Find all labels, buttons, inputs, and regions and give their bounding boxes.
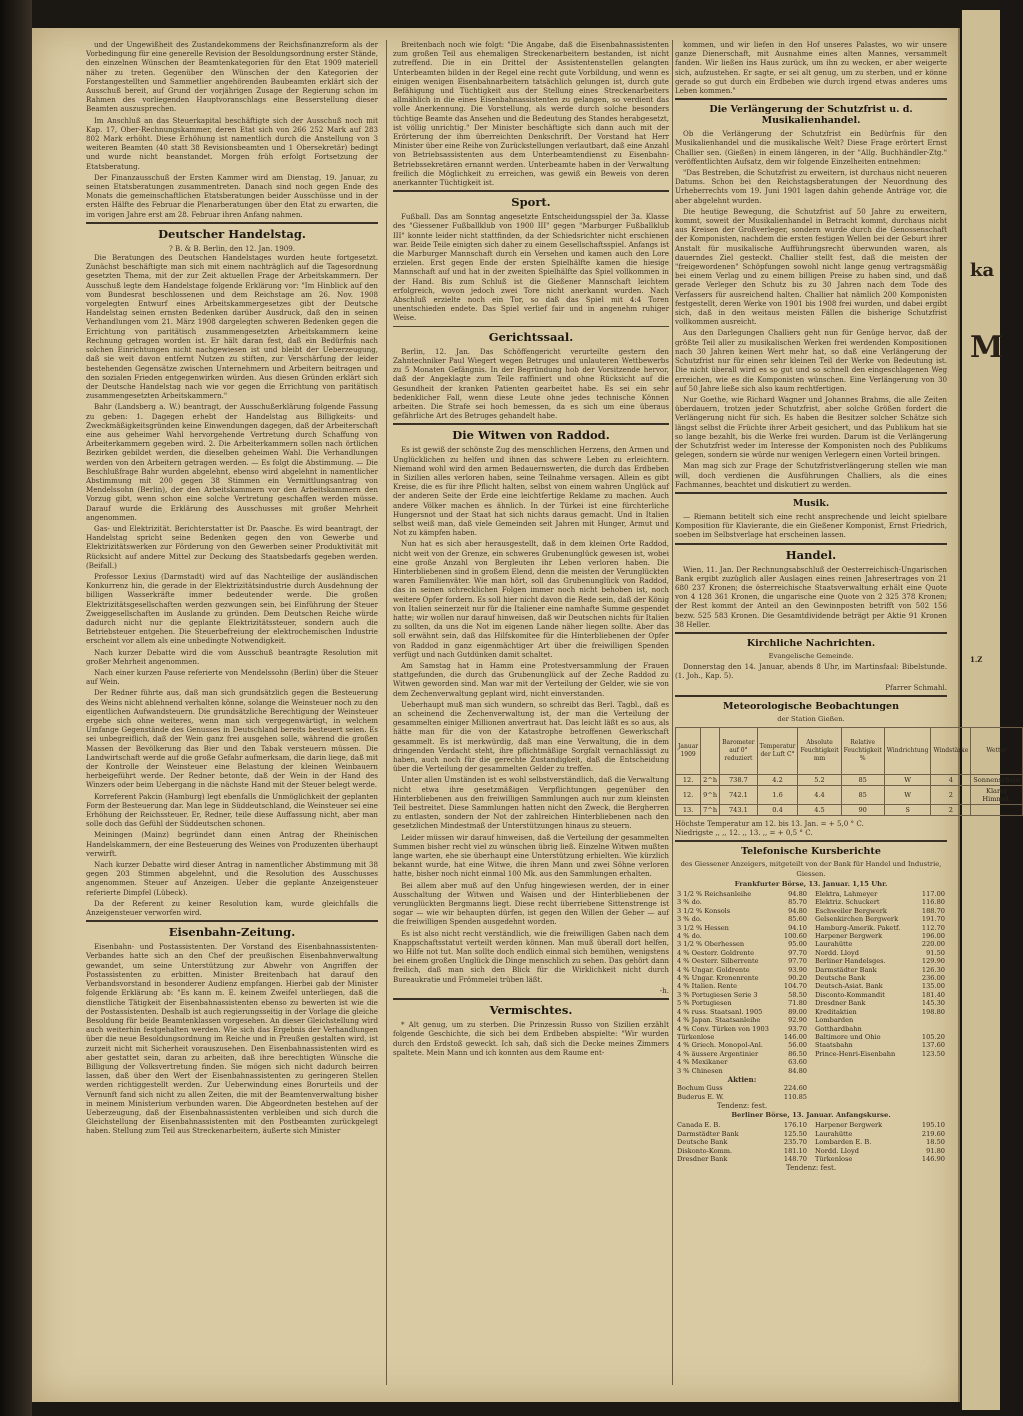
adjacent-page-text: M xyxy=(970,330,1004,365)
quote-value: 126.30 xyxy=(921,965,945,974)
headline-musik: Musik. xyxy=(792,497,830,509)
quote-name: Lombarden E. B. xyxy=(815,1138,872,1147)
quote-name: 3 1/2 % Oberhessen xyxy=(677,940,745,949)
article-text: Bahr (Landsberg a. W.) beantragt, der Ausschußerklärung folgende Fassung zu geben: 1. Dagegen erhebt der Handelstag aus Billigkeits- und Zweckmäßigkeitsgründen keine Einwendungen dagegen, daß der Arbeiterschaft eine aus geheimer Wahl hervorgehende Vertretung durch Schaffung von Arbeiterkammern gegeben wird. 2. Die Arbeiterkammern sollen nach örtlichen Bezirken gebildet werden, die dieselben geheimen Wahl. Die Verhandlungen werden von den Arbeitern getragen werden. — Es folgt die Abstimmung. — Die Beschlußfrage Bahr wurden abgelehnt, ebenso wird abgelehnt in namentlicher Abstimmung mit 200 gegen 38 Stimmen ein Vermittlungsantrag von Mendelssohn (Berlin), der den Arbeitskammern vor den Arbeitskammern den Vorzug gibt, wenn schon eine solche Vertretung geschaffen werden müsse. Darauf wurde die Erklärung des Ausschusses mit großer Mehrheit angenommen. xyxy=(86,402,378,522)
quote-row xyxy=(675,1041,809,1049)
quote-name: Deutsche Bank xyxy=(677,1138,728,1147)
quote-name: 4 % Oesterr. Silberrente xyxy=(677,957,759,966)
divider xyxy=(393,423,669,425)
quote-row xyxy=(675,1067,809,1075)
quote-value: 93.90 xyxy=(788,965,807,974)
article-text: Meiningen (Mainz) begründet dann einen Antrag der Rheinischen Handelskammern, der eine Besteuerung des Weines von Produzenten überhaupt verwirft. xyxy=(86,830,378,858)
quote-name: Harpener Bergwerk xyxy=(815,932,883,941)
weather-cell xyxy=(971,804,1023,815)
weather-cell: 4.2 xyxy=(757,774,798,785)
quote-value: 85.60 xyxy=(788,915,807,924)
weather-cell: 743.1 xyxy=(720,804,758,815)
weather-cell: Sonnenschein xyxy=(971,774,1023,785)
article-text: — Riemann betitelt sich eine recht ansprechende und leicht spielbare Komposition für Klavierante, die ein Gießener Komponist, Ernst Friedrich, soeben im Selbstverlage hat erscheinen lassen. xyxy=(675,511,947,540)
quote-row xyxy=(813,1050,947,1058)
quote-name: 3 1/2 % Reichsanleihe xyxy=(677,890,752,898)
quote-row xyxy=(675,991,809,999)
quote-value: 95.00 xyxy=(788,940,807,949)
article-text: Es ist gewiß der schönste Zug des menschlichen Herzens, den Armen und Unglücklichen zu helfen und ihnen das schwere Leben zu erleichtern. Niemand wohl wird den armen Bedauernswerten, die durch das Erdbeben in Sizilien alles verloren haben, seine Teilnahme versagen. Allein es gibt Kreise, die es für ihre Pflicht halten, selbst von einem wahren Unglück auf der anderen Seite der Erde eine leichtfertige Reklame zu machen. Auch andere Völker machen es ähnlich. In der Türkei ist eine fürchterliche Hungersnot und der Staat hat sich nichts daraus gemacht. Und in Italien selbst weiß man, daß viele Gemeinden seit Jahren mit Hunger, Armut und Not zu kämpfen haben. xyxy=(393,445,669,538)
quote-row xyxy=(675,940,809,948)
weather-table-header xyxy=(676,727,1023,774)
quote-name: Buderus E. W. xyxy=(677,1092,724,1101)
quote-name: 3 % do. xyxy=(677,915,702,924)
article-text: Nun hat es sich aber herausgestellt, daß in dem kleinen Orte Raddod, nicht weit von der Grenze, ein schweres Grubenunglück gewesen ist, wobei eine große Anzahl von Bergleuten ihr Leben verloren haben. Die Hinterbliebenen sind in großem Elend, denn die meisten der Verunglückten waren Familienväter. Wie man hört, soll das Grubenunglück von Raddod, das in seinen schrecklichen Folgen immer noch nicht behoben ist, noch weitere Opfer fordern. Es soll hier nicht davon die Rede sein, daß der König von Italien seinerzeit nur für die Italiener eine namhafte Summe gespendet hatte; wir wollen nur darauf hinweisen, daß wir Deutschen nichts für Italien zu sollten, da uns die Not im eigenen Lande näher liegen sollte. Aber das soll erwähnt sein, daß das Hilfskomitee für die Hinterbliebenen der Opfer von Raddod in ganz eigenmächtiger Art über die freiwilligen Spenden verfügt und nach Gutdünken damit schaltet. xyxy=(393,539,669,659)
quote-row xyxy=(675,974,809,982)
weather-row xyxy=(676,804,1023,815)
quote-row xyxy=(813,1138,947,1146)
column-rule xyxy=(672,40,673,1385)
weather-cell: 7^h xyxy=(701,804,720,815)
quote-name: Disconto-Kommandit xyxy=(815,990,885,999)
quote-name: Darmstädter Bank xyxy=(677,1129,739,1138)
divider xyxy=(86,222,378,224)
headline-handelstag: Deutscher Handelstag. xyxy=(158,226,306,241)
quote-name: Nordd. Lloyd xyxy=(815,1146,859,1155)
weather-cell: 4 xyxy=(931,774,971,785)
quote-name: Türkenlose xyxy=(677,1032,715,1041)
weather-min: Niedrigste ,, ,, 12. ,, 13. ,, = + 0,5 ° C. xyxy=(675,828,813,838)
quote-row xyxy=(813,907,947,915)
quote-row xyxy=(813,898,947,906)
column-rule xyxy=(386,40,387,1385)
weather-max: Höchste Temperatur am 12. bis 13. Jan. = + 5,0 ° C. xyxy=(675,818,864,828)
quote-value: 181.40 xyxy=(921,990,945,999)
quote-name: Darmstädter Bank xyxy=(815,965,877,974)
quote-row xyxy=(813,957,947,965)
headline-gerichtssaal: Gerichtssaal. xyxy=(488,329,574,344)
quote-value: 90.20 xyxy=(788,974,807,983)
quote-name: Deutsche Bank xyxy=(815,974,866,983)
quote-value: 112.70 xyxy=(921,923,945,932)
quote-value: 94.10 xyxy=(788,923,807,932)
quote-value: 220.00 xyxy=(921,940,945,949)
quote-value: 129.90 xyxy=(921,957,945,966)
quote-row xyxy=(813,924,947,932)
article-text: Ueberhaupt muß man sich wundern, so schreibt das Berl. Tagbl., daß es an scheinend die Zechenverwaltung ist, der man die Verteilung der gesammelten einiger Millionen anvertraut hat. Das leicht läßt es so aus, als hätte man für die von der Katastrophe betroffenen Gewerkschaft gesammelt. Es ist merkwürdig, daß man eine Verwaltung, die in dem dringenden Verdacht steht, ihre pflichtmäßige Sorgfalt vernachlässigt zu haben, auch noch für die gerechte Zustandigkeit, daß die Entscheidung über die Verteilung der gesammelten Gelder zu treffen. xyxy=(393,699,669,774)
article-text: Der Finanzausschuß der Ersten Kammer wird am Dienstag, 19. Januar, zu seinen Etatsberatungen zusammentreten. Danach sind noch gegen Ende des Monats die gemeinschaftlichen Etatsberatungen beider Ausschüsse und in der ersten Hälfte des Februar die Plenarberatungen über den Etat zu erwarten, die im vorigen Jahre erst am 28. Februar ihren Anfang nahmen. xyxy=(86,172,378,219)
quote-value: 181.10 xyxy=(783,1146,807,1155)
weather-cell: 2 xyxy=(931,804,971,815)
quote-name: Elektriz. Schuckert xyxy=(815,898,880,907)
quote-name: Berliner Handelsges. xyxy=(815,957,886,966)
tendency: Tendenz: fest. xyxy=(716,1100,768,1110)
exchange-heading: Berliner Börse, 13. Januar. Anfangskurse. xyxy=(731,1111,891,1120)
article-text: Breitenbach noch wie folgt: "Die Angabe, daß die Eisenbahnassistenten zum großen Teil aus ehemaligen Streckenarbeitern bestanden, ist nicht zutreffend. Die in ein Drittel der Assistentenstellen gelangten Unterbeamten bilden in der Regel eine recht gute Vorbildung, und wenn es einigen wenigen Eisenbahnarbeitern tatsächlich gelungen ist, durch gute Befähigung und Tüchtigkeit aus der Stellung eines Streckenarbeiters allmählich in die eines Eisenbahnassistenten zu gelangen, so verdient das volle Anerkennung. Die Vorstellung, als werde durch solche besonders tüchtige Beamte das Ansehen und die Bedeutung des Standes herabgesetzt, ist völlig unrichtig." Der Minister beschäftigte sich dann auch mit der Erörterung der ihm überreichten Denkschrift. Der Vorstand hat Herr Minister über eine Reihe von Zurückstellungen verlautbart, daß eine Anzahl von Betriebsassistenten aus dem Unterbeamtendienst zu Eisenbahn-Betriebssekretären ernannt werden. Unterbeamte haben in der Verwaltung freilich die Möglichkeit zu erreichen, was gewiß ein Beweis von deren anerkannter Tüchtigkeit ist. xyxy=(393,40,669,188)
aktien-heading: Aktien: xyxy=(727,1074,757,1084)
quote-row xyxy=(813,966,947,974)
quote-name: Staatsbahn xyxy=(815,1041,853,1050)
weather-cell: 9^h xyxy=(701,785,720,804)
quote-name: 4 % Conv. Türken von 1903 xyxy=(677,1024,769,1033)
quote-row xyxy=(675,1138,809,1146)
quote-value: 135.00 xyxy=(921,982,945,991)
quote-value: 105.20 xyxy=(921,1032,945,1041)
quote-row xyxy=(675,1093,809,1101)
exchange-heading: Frankfurter Börse, 13. Januar. 1,15 Uhr. xyxy=(734,879,888,888)
quote-value: 84.80 xyxy=(788,1066,807,1075)
quote-value: 93.70 xyxy=(788,1024,807,1033)
headline-handel: Handel. xyxy=(785,547,837,562)
quote-row xyxy=(813,932,947,940)
weather-cell: 738.7 xyxy=(720,774,758,785)
subheading: Evangelische Gemeinde. xyxy=(768,651,854,660)
article-text: Bei allem aber muß auf den Unfug hingewiesen werden, der in einer Ausschaltung der Witwen und Waisen und der Hinterbliebenen der verunglückten Bergmanns liegt. Diese recht überriebene Sittenstrenge ist sogar — wie wir behaupten dürfen, ist gegen den Willen der Geber — auf die freiwilligen Spenden ausgedehnt worden. xyxy=(393,880,669,927)
quote-row xyxy=(813,1033,947,1041)
weather-row xyxy=(676,774,1023,785)
quote-row xyxy=(675,1033,809,1041)
article-text: kommen, und wir liefen in den Hof unseres Palastes, wo wir unsere ganze Dienerschaft, mit Ausnahme eines alten Mannes, versammelt fanden. Wir ließen ins Haus zurück, um ihn zu wecken, er aber weigerte sich, aufzustehen. Er sagte, er sei alt genug, um zu sterben, und er könne gerade so gut durch ein Erdbeben wie durch irgend etwas anderes ums Leben kommen." xyxy=(675,40,947,96)
quote-name: 4 % Ungar. Goldrente xyxy=(677,965,750,974)
article-text: und der Ungewißheit des Zustandekommens der Reichsfinanzreform als der Vorbedingung für eine generelle Revision der Besoldungsordnung erster Stände, den einzelnen Wünschen der Beamtenkategorien für den Etat 1909 materiell näher zu treten. Gegenüber den Wünschen der den Kategorien der Forstangestellten und Sammetlier angehörenden Baubeamten erklärt sich der Ausschuß bereit, auf Grund der vorjährigen Zusage der Regierung schon im Rahmen des vorliegenden Hauptvoranschlags eine Besserstellung dieser Beamten auszusprechen. xyxy=(86,40,378,114)
quote-table xyxy=(675,1084,809,1101)
quote-row xyxy=(675,1050,809,1058)
quote-value: 195.10 xyxy=(921,1121,945,1130)
article-text: Ob die Verlängerung der Schutzfrist ein Bedürfnis für den Musikalienhandel und die musikalische Welt? Diese Frage erörtert Ernst Challier sen. (Gießen) in einem längeren, in der "Allg. Buchhändler-Ztg." veröffentlichten Aufsatz, dem wir folgende Einzelheiten entnehmen: xyxy=(675,129,947,166)
dateline: ? B. & B. Berlin, den 12. Jan. 1909. xyxy=(168,243,296,253)
weather-column-header: Barometer auf 0° reduziert xyxy=(720,727,758,774)
headline-vermischtes: Vermischtes. xyxy=(489,1003,573,1018)
quote-row xyxy=(675,949,809,957)
article-text: Es ist also nicht recht verständlich, wie die freiwilligen Gaben nach dem Knappschaftsstatut verteilt werden können. Man muß überall dort helfen, wo Hilfe not tut. Man sollte doch endlich einmal sich bemühen, wenigstens bei einem großen Unglück die Dinge menschlich zu sehen. Das gehört dann freilich, daß man sich den Blick für die Wirklichkeit nicht durch Bureaukratie und Frömmelei trüben läßt. xyxy=(393,928,669,984)
quote-value: 97.70 xyxy=(788,948,807,957)
weather-cell: 12. xyxy=(676,785,701,804)
article-text: Der Redner führte aus, daß man sich grundsätzlich gegen die Besteuerung des Weins nicht ablehnend verhalten könne, solange die Weinsteuer noch zu den eigentlichen Aufwandsteuern. Die grundsätzliche Berechtigung der Weinsteuer ergebe sich ohne weiteres, wenn man sich vergegenwärtigt, in welchem Umfange Gegenstände des Genusses in Deutschland bereits besteuert seien. Es sei unbegreiflich, daß der Wein ganz frei ausgehen solle, während die großen Massen der Bevölkerung das Bier und den Tabak versteuern müssen. Die Landwirtschaft werde auf die große Gefahr aufmerksam, die darin liege, daß mit der Kontrolle der Weinsteuer eine Belastung der kleinen Weinbauern herbeigeführt werde. Der Redner betonte, daß der Wein in der Hand des Winzers oder beim Uebergang in die nächste Hand mit der Steuer belegt werde. xyxy=(86,688,378,790)
article-text: Am Samstag hat in Hamm eine Protestversammlung der Frauen stattgefunden, die durch das Grubenunglück auf der Zeche Raddod zu Witwen geworden sind. Man war mit der Verteilung der Gelder, wie sie von dem Zechenverwaltung geplant wird, nicht einverstanden. xyxy=(393,660,669,698)
quote-row xyxy=(813,915,947,923)
quote-value: 145.30 xyxy=(921,999,945,1008)
quote-row xyxy=(813,1025,947,1033)
quote-name: Gelsenkirchen Bergwerk xyxy=(815,915,899,924)
quote-row xyxy=(813,991,947,999)
quote-row xyxy=(813,982,947,990)
article-text: Aus den Darlegungen Challiers geht nun für Genüge hervor, daß der größte Teil aller zu musikalischen Werken frei werdenden Kompositionen nach 30 Jahren keinen Wert mehr hat, so daß eine Verlängerung der Schutzfrist nur für einen sehr kleinen Teil der Werke von Bedeutung ist. Die nicht überall wird es so gut und so schnell den eingeschlagenen Weg erreichen, wie es die Komponisten wünschen. Eine Verlängerung von 30 auf 50 Jahre ließe sich also kaum rechtfertigen. xyxy=(675,328,947,393)
weather-column-header: Windrichtung xyxy=(884,727,931,774)
quote-value: 219.60 xyxy=(921,1129,945,1138)
quote-name: Baltimore und Ohio xyxy=(815,1032,881,1041)
quote-value: 71.80 xyxy=(788,999,807,1008)
quote-value xyxy=(916,1016,947,1024)
quote-value: 63.60 xyxy=(788,1058,807,1067)
article-text: Leider müssen wir darauf hinweisen, daß die Verteilung der gesammelten Summen bisher recht viel zu wünschen übrig ließ. Einzelne Witwen mußten lange warten, ehe sie überhaupt eine Unterstützung erhielten. Wie kürzlich bekannt wurde, hat eine Witwe, die ihren Mann und zwei Söhne verloren hatte, bisher noch nicht einmal 100 Mk. aus den Sammlungen erhalten. xyxy=(393,832,669,879)
adjacent-page-edge xyxy=(962,10,1004,1410)
quote-value: 137.60 xyxy=(921,1041,945,1050)
weather-cell: 13. xyxy=(676,804,701,815)
quote-row xyxy=(675,1016,809,1024)
weather-table-body xyxy=(676,774,1023,815)
quote-name: Prince-Henri-Eisenbahn xyxy=(815,1049,896,1058)
quote-row xyxy=(813,949,947,957)
quote-value: 85.70 xyxy=(788,898,807,907)
quote-name: 3 % do. xyxy=(677,898,702,907)
article-text: Berlin, 12. Jan. Das Schöffengericht verurteilte gestern den Zahntechniker Paul Wiegert wegen Betruges und unlauteren Wettbewerbs zu 5 Monaten Gefängnis. In der Begründung hob der Vorsitzende hervor, daß der Angeklagte zum Teile raffiniert und ohne Rücksicht auf die Gesundheit der kranken Patienten gearbeitet habe. Es sei ein sehr bedenklicher Fall, wenn diese Leute ohne jedes technische Können arbeiten. Die Strafe sei hoch bemessen, da es sich um eine überaus gefährliche Art des Betruges gehandelt habe. xyxy=(393,346,669,421)
quote-name: 4 % Oesterr. Goldrente xyxy=(677,948,755,957)
quote-row xyxy=(675,907,809,915)
quote-row xyxy=(813,890,947,898)
quote-value: 58.50 xyxy=(788,990,807,999)
subheading: des Giessener Anzeigers, mitgeteilt von der Bank für Handel und Industrie, Giessen. xyxy=(680,860,942,878)
quote-name: 3 1/2 % Hessen xyxy=(677,923,729,932)
quote-value: 56.00 xyxy=(788,1041,807,1050)
quote-name: 4 % äussere Argentinier xyxy=(677,1049,759,1058)
quote-name: Nordd. Lloyd xyxy=(815,948,859,957)
article-text: Nach kurzer Debatte wird dieser Antrag in namentlicher Abstimmung mit 38 gegen 203 Stimmen abgelehnt, und die Resolution des Ausschusses angenommen. Steuer auf Anzeigen. Ueber die geplante Anzeigensteuer referierte Dimpfel (Lübeck). xyxy=(86,860,378,897)
weather-cell: 90 xyxy=(841,804,884,815)
quote-name: Dresdner Bank xyxy=(677,1154,728,1163)
weather-column-header xyxy=(701,727,720,774)
quote-row xyxy=(813,1041,947,1049)
headline-schutzfrist: Die Verlängerung der Schutzfrist u. d. Musikalienhandel. xyxy=(709,104,913,127)
quote-value: 146.00 xyxy=(783,1032,807,1041)
quote-row xyxy=(813,940,947,948)
article-signature: Pfarrer Schmahl. xyxy=(885,682,947,692)
quote-row xyxy=(675,1084,809,1092)
quote-name: 4 % Japan. Staatsanleihe xyxy=(677,1016,761,1025)
quote-value: 125.50 xyxy=(783,1129,807,1138)
weather-column-header: Wetter xyxy=(971,727,1023,774)
column-2 xyxy=(393,40,669,1385)
quote-row xyxy=(813,1121,947,1129)
quote-row xyxy=(813,1155,947,1163)
divider xyxy=(393,326,669,327)
quote-value: 91.50 xyxy=(926,948,945,957)
article-text: Nur Goethe, wie Richard Wagner und Johannes Brahms, die alle Zeiten überdauern, trotzen jeder Schutzfrist, aber solche Größen fordert die Verlängerung nicht für sich. Es haben die Besitzer solcher Schätze sich längst selbst die Früchte ihrer Arbeit gesichert, und das Publikum hat sie so lange bezahlt, bis die Werke frei wurden. Darum ist die Verlängerung der Schutzfrist weder im Interesse der Komponisten noch des Publikums gelegen, sondern sie würde nur wenigen Verlegern einen Vorteil bringen. xyxy=(675,394,947,460)
quote-table xyxy=(813,1121,947,1163)
quote-value: 94.80 xyxy=(788,890,807,898)
quote-value xyxy=(916,1025,947,1033)
quote-value: 94.80 xyxy=(788,906,807,915)
quote-row xyxy=(675,1121,809,1129)
quote-row xyxy=(675,1155,809,1163)
subheading: der Station Gießen. xyxy=(777,714,845,723)
divider xyxy=(675,840,947,842)
article-text: Gas- und Elektrizität. Berichterstatter ist Dr. Paasche. Es wird beantragt, der Handelstag spricht seine Bedenken gegen den von Gewerbe und Elektrizitätswerken zur Förderung von den Gewerben seiner Produktivität mit Rücksicht auf andere Mittel zur Deckung des Staatsbedarfs gegeben werden. (Beifall.) xyxy=(86,523,378,570)
quote-name: Gotthardbahn xyxy=(815,1024,862,1033)
quote-value: 97.70 xyxy=(788,957,807,966)
weather-column-header: Januar 1909 xyxy=(676,727,701,774)
quote-row xyxy=(675,1147,809,1155)
quote-row xyxy=(675,1008,809,1016)
quote-name: 4 % russ. Staatsanl. 1905 xyxy=(677,1007,763,1016)
quote-value: 236.00 xyxy=(921,974,945,983)
quote-name: Elektra, Lahmeyer xyxy=(815,890,878,898)
weather-cell: 2 xyxy=(931,785,971,804)
quote-name: 3 % Chinesen xyxy=(677,1066,723,1075)
quote-value: 235.70 xyxy=(783,1138,807,1147)
quote-name: Canada E. B. xyxy=(677,1121,721,1130)
quote-row xyxy=(813,1147,947,1155)
quote-row xyxy=(813,1130,947,1138)
headline-meteorologie: Meteorologische Beobachtungen xyxy=(723,700,899,712)
weather-column-header: Absolute Feuchtigkeit mm xyxy=(798,727,841,774)
divider xyxy=(393,190,669,192)
quote-row xyxy=(675,1025,809,1033)
divider xyxy=(393,998,669,1000)
headline-kirchliche-nachrichten: Kirchliche Nachrichten. xyxy=(746,637,876,649)
adjacent-page-text: 1.Z xyxy=(970,655,983,664)
adjacent-page-text: ka xyxy=(970,260,995,281)
quote-row xyxy=(813,974,947,982)
quote-name: Deutsch-Asiat. Bank xyxy=(815,982,883,991)
weather-cell: 2^h xyxy=(701,774,720,785)
weather-cell: 4.5 xyxy=(798,804,841,815)
quote-value: 176.10 xyxy=(783,1121,807,1130)
quote-name: Kreditaktien xyxy=(815,1007,857,1016)
quote-row xyxy=(675,890,809,898)
quote-value: 117.00 xyxy=(921,890,945,898)
article-text: Korreferent Pakcin (Hamburg) legt ebenfalls die Unmöglichkeit der geplanten Form der Besteuerung dar. Man lege in Süddeutschland, die Weinsteuer sei eine Erhöhung der Reichssteuer. Er, Redner, teile diese Auffassung nicht, aber man solle doch das Gefühl der Süddeutschen schonen. xyxy=(86,791,378,829)
quote-value: 146.90 xyxy=(921,1154,945,1163)
quote-name: 3 % Portugiesen Serie 3 xyxy=(677,990,758,999)
headline-witwen: Die Witwen von Raddod. xyxy=(452,428,610,443)
article-text: Man mag sich zur Frage der Schutzfristverlängerung stellen wie man will, doch verdienen die Ausführungen Challiers, als die eines Fachmannes, beachtet und diskutiert zu werden. xyxy=(675,461,947,489)
quote-name: Türkenlose xyxy=(815,1154,853,1163)
weather-cell: 1.6 xyxy=(757,785,798,804)
article-text: "Das Bestreben, die Schutzfrist zu erweitern, ist durchaus nicht neueren Datums. Schon bei den Reichstagsberatungen der Neuordnung des Urheberrechts vom 19. Juni 1901 lagen dahin gehende Anträge vor, die aber abgelehnt wurden. xyxy=(675,168,947,205)
quote-value: 100.60 xyxy=(783,932,807,941)
column-1 xyxy=(86,40,378,1390)
article-text: Unter allen Umständen ist es wohl selbstverständlich, daß die Verwaltung nicht etwa ihre gesetzmäßigen Verpflichtungen gegenüber den Hinterbliebenen aus den freiwilligen Sammlungen auch nur zum kleinsten Teil bestreitet. Diese Sammlungen hatten nicht den Zweck, die Bergherren zu entlasten, sondern der Not der zahlreichen Hinterbliebenen nach den gesetzlichen Mindestmaß der Unterstützungen hinaus zu steuern. xyxy=(393,775,669,831)
quote-name: Harpener Bergwerk xyxy=(815,1121,883,1130)
quote-value: 123.50 xyxy=(921,1049,945,1058)
book-binding xyxy=(0,0,32,1416)
divider xyxy=(675,492,947,494)
quote-row xyxy=(675,915,809,923)
weather-cell: W xyxy=(884,785,931,804)
quote-row xyxy=(675,957,809,965)
quote-name: Lombarden xyxy=(815,1016,854,1025)
weather-cell: Klarer Himmel. xyxy=(971,785,1023,804)
quote-name: Laurahütte xyxy=(815,1129,853,1138)
article-text: Professor Lexius (Darmstadt) wird auf das Nachteilige der ausländischen Konkurrenz hin, die gerade in der Elektrizitätsindustrie durch Ausdehnung der billigen Wasserkräfte immer bedeutender werde. Die großen Elektrizitätsgesellschaften werden gezwungen sein, bei Einführung der Steuer Zweiggesellschaften im Auslande zu gründen. Dem Deutschen Reiche würde dadurch nicht nur die geplante Elektrizitätssteuer, sondern auch die Betriebsteuer entgehen. Die Steuerbefreiung der elektrochemischen Industrie erscheint vor allem als eine unbedingte Notwendigkeit. xyxy=(86,571,378,646)
quote-value: 91.80 xyxy=(926,1146,945,1155)
quote-name: Dresdner Bank xyxy=(815,999,866,1008)
weather-column-header: Relative Feuchtigkeit % xyxy=(841,727,884,774)
quote-row xyxy=(675,898,809,906)
quote-value: 18.50 xyxy=(926,1138,945,1147)
weather-cell: W xyxy=(884,774,931,785)
weather-row xyxy=(676,785,1023,804)
quote-name: Eschweiler Bergwerk xyxy=(815,906,887,915)
quote-row xyxy=(813,999,947,1007)
article-text: Im Anschluß an das Steuerkapital beschäftigte sich der Ausschuß noch mit Kap. 17, Ober-Rechnungskammer, deren Etat sich von 266 252 Mark auf 283 802 Mark erhöht. Diese Erhöhung ist namentlich durch die Anstellung von 3 weiteren Beamten (40 statt 38 Revisionsbeamten und 1 Obersekretär) bedingt und wurde nicht beanstandet. Morgen früh erfolgt Fortsetzung der Etatsberatung. xyxy=(86,115,378,171)
quote-row xyxy=(813,1008,947,1016)
quote-value: 198.80 xyxy=(921,1007,945,1016)
weather-cell: 85 xyxy=(841,774,884,785)
article-text: Nach kurzer Debatte wird die vom Ausschuß beantragte Resolution mit großer Mehrheit angenommen. xyxy=(86,647,378,666)
weather-table xyxy=(675,727,1023,816)
divider xyxy=(675,695,947,697)
headline-kursberichte: Telefonische Kursberichte xyxy=(741,846,881,858)
quote-table xyxy=(813,890,947,1058)
quote-value: 86.50 xyxy=(788,1049,807,1058)
quote-value: 188.70 xyxy=(921,906,945,915)
quote-value: 89.00 xyxy=(788,1007,807,1016)
quote-name: Diskonto-Komm. xyxy=(677,1146,733,1155)
quote-row xyxy=(675,1130,809,1138)
quote-name: 4 % do. xyxy=(677,932,702,941)
quote-name: 4 % Mexikaner xyxy=(677,1058,728,1067)
weather-cell: 4.4 xyxy=(798,785,841,804)
weather-cell: S xyxy=(884,804,931,815)
weather-cell: 5.2 xyxy=(798,774,841,785)
quote-row xyxy=(675,932,809,940)
quote-name: 4 % Italien. Rente xyxy=(677,982,738,991)
quote-value: 116.80 xyxy=(921,898,945,907)
article-text: Da der Referent zu keiner Resolution kam, wurde gleichfalls die Anzeigensteuer verworfen wird. xyxy=(86,898,378,918)
weather-cell: 85 xyxy=(841,785,884,804)
quote-name: 4 % Ungar. Kronenrente xyxy=(677,974,759,983)
weather-cell: 742.1 xyxy=(720,785,758,804)
weather-cell: 12. xyxy=(676,774,701,785)
quote-name: 3 1/2 % Konsols xyxy=(677,906,731,915)
quote-name: 5 % Portugiesen xyxy=(677,999,732,1008)
article-text: Fußball. Das am Sonntag angesetzte Entscheidungsspiel der 3a. Klasse des "Giessener Fußballklub von 1900 III" gegen "Marburger Fußballklub III" konnte leider nicht stattfinden, da der Schiedsrichter nicht erschienen war. Beide Teile einigten sich daher zu einem Gesellschaftsspiel. Anfangs ist die Marburger Mannschaft durch ein Versehen und kamen auch den Lore erzielen. Erst gegen Ende der ersten Spielhälfte kamen die hiesige Mannschaft auf und hat in der zweiten Spielhälfte das Spiel vollkommen in der Hand. Bis zum Schluß ist die Gießener Mannschaft leichtem erfolgreich, wovon jedoch zwei Tore nicht anerkannt wurden. Nach Abschluß erzielte noch ein Tor, so daß das Spiel mit 4:4 Toren unentschieden endete. Das Spiel verlief fair und in angenehm ruhiger Weise. xyxy=(393,212,669,323)
quote-row xyxy=(675,1058,809,1066)
quote-row xyxy=(675,966,809,974)
divider xyxy=(86,920,378,922)
article-signature: -h. xyxy=(659,985,669,995)
tendency: Tendenz: fest. xyxy=(785,1163,837,1173)
article-text: Die heutige Bewegung, die Schutzfrist auf 50 Jahre zu erweitern, kommt, soweit der Musikalienhandel in Betracht kommt, durchaus nicht aus Kreisen der Großverleger, sondern wurde durch die Genossenschaft der Komponisten, nachdem die ersten festigen Wellen bei der Geburt ihrer Anstalt für musikalische Aufführungsrecht überwunden waren, als dauerndes Ziel gesteckt. Challier stellt fest, daß die meisten der "freigewordenen" Schöpfungen sowohl nicht lange genug vertragsmäßig bei einem Verlag und zu einem billigen Preise zu haben sind, und daß gerade Verleger den Schutz bis zu 30 Jahren nach dem Tode des Verfassers für ausreichend halten. Challier hat nämlich 200 Komponisten festgestellt, deren Werke von 1901 bis 1908 frei wurden, und dabei ergibt sich, daß in den weitaus meisten Fällen die bisherige Schutzfrist vollkommen ausreicht. xyxy=(675,206,947,327)
quote-row xyxy=(813,1016,947,1024)
quote-value: 104.70 xyxy=(783,982,807,991)
quote-grid xyxy=(675,890,947,1110)
quote-table xyxy=(675,890,809,1075)
quote-value: 224.60 xyxy=(783,1084,807,1093)
quote-row xyxy=(675,924,809,932)
quote-name: Laurahütte xyxy=(815,940,853,949)
weather-column-header: Temperatur der Luft C° xyxy=(757,727,798,774)
quote-table xyxy=(675,1121,809,1163)
divider xyxy=(675,98,947,100)
article-text: Eisenbahn- und Postassistenten. Der Vorstand des Eisenbahnassistenten-Verbandes hatte sich an den Chef der preußischen Eisenbahnverwaltung gewandet, um seine Unterstützung zur Abwehr von Angriffen der Postassistenten zu erbitten. Minister Breitenbach hat darauf den Verbandsvorstand in besonderer Audienz empfangen. Hierbei gab der Minister folgende Erklärung ab: "Es kann m. E. keinem Zweifel unterliegen, daß die dienstliche Tätigkeit der Eisenbahnassistenten ebenso zu bewerten ist wie die der Postassistenten. Deshalb ist auch regierungsseitig in der Vorlage die gleiche Besoldung für beide Beamtenklassen vorgesehen. An dieser Gleichstellung wird auch weiterhin festgehalten werden. Wie sich das Ergebnis der Verhandlungen über die neue Besoldungsordnung im Reiche und in Preußen gestalten wird, ist zurzeit nicht mit Sicherheit vorauszusehen. Den Eisenbahnassistenten wird es aber gestattet sein, daran zu arbeiten, daß ihre berechtigten Wünsche die Billigung der Volksvertretung finden. Sie mögen sich nicht dadurch beirren lassen, daß über den Wert der Eisenbahnassistenten zu geringeren Stellen werden richtiggestellt werden. Zur Ueberwindung eines Borurteils und der Vernunft fand sich nicht zu allen Zeiten, die mit der Beamtenverwaltung bisher in meinem Ministerium verbunden waren. Die Abgeordneten bestehen auf der Ueberzeugung, daß der Eisenbahnassistenten verbleiben und sich durch die Gleichstellung der Eisenbahnassistenten mit den Postbeamten zurückgelegt haben. Stellung zum Teil aus Streckenarbeitern, äußerte sich Minister xyxy=(86,942,378,1136)
quote-value: 148.70 xyxy=(783,1154,807,1163)
quote-name: Hamburg-Amerik. Paketf. xyxy=(815,923,901,932)
weather-cell: 0.4 xyxy=(757,804,798,815)
weather-column-header: Windstärke xyxy=(931,727,971,774)
article-text: Donnerstag den 14. Januar, abends 8 Uhr, im Martinsfaal: Bibelstunde. (1. Joh., Kap. 5). xyxy=(675,662,947,681)
quote-name: Bochum Guss xyxy=(677,1084,723,1093)
article-text: * Alt genug, um zu sterben. Die Prinzessin Russo von Sizilien erzählt folgende Geschichte, die sich bei dem Erdbeben abspielte: "Wir wurden durch den Erdstoß geweckt. Ich sah, daß sich die Decke meines Zimmers spaltete. Mein Mann und ich konnten aus dem Raume ent- xyxy=(393,1020,669,1057)
quote-value: 110.85 xyxy=(783,1092,807,1101)
headline-sport: Sport. xyxy=(511,195,551,210)
headline-eisenbahn: Eisenbahn-Zeitung. xyxy=(168,925,296,940)
divider xyxy=(675,543,947,545)
quote-value: 191.70 xyxy=(921,915,945,924)
article-text: Nach einer kurzen Pause referierte von Mendelssohn (Berlin) über die Steuer auf Wein. xyxy=(86,668,378,687)
quote-name: 4 % Griech. Monopol-Anl. xyxy=(677,1041,763,1050)
article-text: Wien, 11. Jan. Der Rechnungsabschluß der Oesterreichisch-Ungarischen Bank ergibt zuzüglich aller Auslagen eines reinen Jahresertrages von 21 680 237 Kronen; die österreichische Staatsverwaltung erhält eine Quote von 4 128 361 Kronen, die ungarische eine Quote von 2 325 378 Kronen; der Rest kommt der Anteil an den Gewinnposten betrifft von 502 156 bezw. 525 583 Kronen. Die Gesamtdividende beträgt per Aktie 91 Kronen 38 Heller. xyxy=(675,564,947,629)
divider xyxy=(675,632,947,634)
quote-row xyxy=(675,982,809,990)
quote-grid xyxy=(675,1121,947,1163)
quote-value: 92.90 xyxy=(788,1016,807,1025)
article-text: Die Beratungen des Deutschen Handelstages wurden heute fortgesetzt. Zunächst beschäftigte man sich mit einem nachträglich auf die Tagesordnung gesetzten Thema, mit der zur Zeit aktuellen Frage der Arbeitskammern. Der Ausschuß legte dem Handelstage folgende Erklärung vor: "Im Hinblick auf den vom Bundesrat beschlossenen und dem Reichstage am 26. Nov. 1908 vorgelegten Entwurf eines Arbeitskammergesetzes gibt der Deutsche Handelstag seinen ernsten Bedenken darüber Ausdruck, daß den in seinen Verhandlungen vom 21. März 1908 dargelegten schweren Bedenken gegen die Errichtung von paritätisch zusammengesetzten Arbeitskammern keine Rechnung getragen worden ist. Er hält daran fest, daß ein Bedürfnis nach solchen Einrichtungen nicht nachgewiesen ist und bleibt der Ueberzeugung, daß sie weit davon entfernt Nutzen zu stiften, zur Verschärfung der leider bestehenden Gegensätze zwischen Unternehmern und Arbeitern beitragen und den sozialen Frieden entgegenwirken würden. Aus diesen Gründen erklärt sich der Deutsche Handelstag nach wie vor gegen die Errichtung von paritätisch zusammengesetzten Arbeitskammern." xyxy=(86,253,378,401)
quote-value: 196.00 xyxy=(921,932,945,941)
quote-row xyxy=(675,999,809,1007)
